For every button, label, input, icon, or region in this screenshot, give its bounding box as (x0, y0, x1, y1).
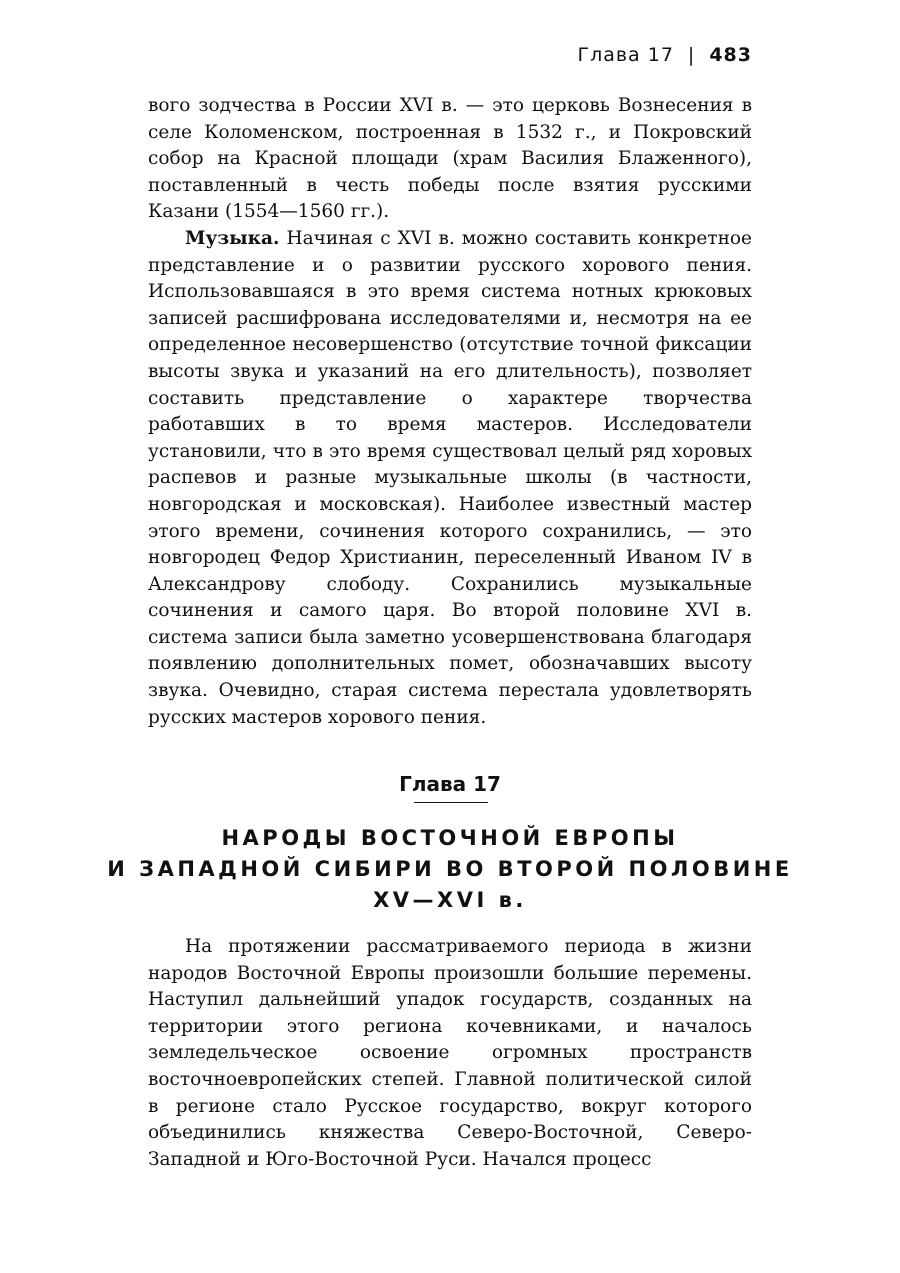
running-header (577, 44, 752, 66)
chapter-title-line: И ЗАПАДНОЙ СИБИРИ ВО ВТОРОЙ ПОЛОВИНЕ (107, 857, 793, 881)
chapter-title (0, 823, 900, 916)
chapter-title-line: НАРОДЫ ВОСТОЧНОЙ ЕВРОПЫ (221, 826, 679, 850)
chapter-intro-paragraph: На протяжении рассматриваемого периода в жизни народов Восточной Европы произошли большие перемены. Наступил дальнейший упадок государств, созданных на территории этого региона кочевниками, и началось земледельческое освоение огромных пространств восточноевропейских степей. Главной политической силой в регионе стало Русское государство, вокруг которого объединились княжества Северо-Восточной, Северо-Западной и Юго-Восточной Руси. Начался процесс (148, 936, 752, 1170)
chapter-title-line: XV—XVI в. (373, 888, 527, 912)
chapter-divider (414, 802, 488, 803)
chapter-intro-block (148, 934, 752, 1173)
music-paragraph-text: Начиная с XVI в. можно составить конкретное представление и о развитии русского хорового пения. Использовавшаяся в это время система нотных крюковых записей расшифрована исследователями и, несмотря на ее определенное несовершенство (отсутствие точной фиксации высоты звука и указаний на его длительность), позволяет составить представление о характере творчества работавших в то время мастеров. Исследователи установили, что в это время существовал целый ряд хоровых распевов и разные музыкальные школы (в частности, новгородская и московская). Наиболее известный мастер этого времени, сочинения которого сохранились, — это новгородец Федор Христианин, переселенный Иваном IV в Александрову слободу. Сохранились музыкальные сочинения и самого царя. Во второй половине XVI в. система записи была заметно усовершенствована благодаря появлению дополнительных помет, обозначавших высоту звука. Очевидно, старая система перестала удовлетворять русских мастеров хорового пения. (148, 227, 752, 728)
chapter-label: Глава 17 (399, 772, 501, 796)
running-header-separator: | (687, 44, 696, 66)
page-number: 483 (709, 44, 752, 66)
music-paragraph (148, 226, 752, 731)
architecture-paragraph-continuation: вого зодчества в России XVI в. — это церковь Вознесения в селе Коломенском, построенная в 1532 г., и Покровский собор на Красной площади (храм Василия Блаженного), поставленный в честь победы после взятия русскими Казани (1554—1560 гг.). (148, 95, 752, 223)
running-header-chapter: Глава 17 (577, 44, 674, 66)
music-heading: Музыка. (185, 227, 280, 249)
upper-text-block (148, 93, 752, 731)
